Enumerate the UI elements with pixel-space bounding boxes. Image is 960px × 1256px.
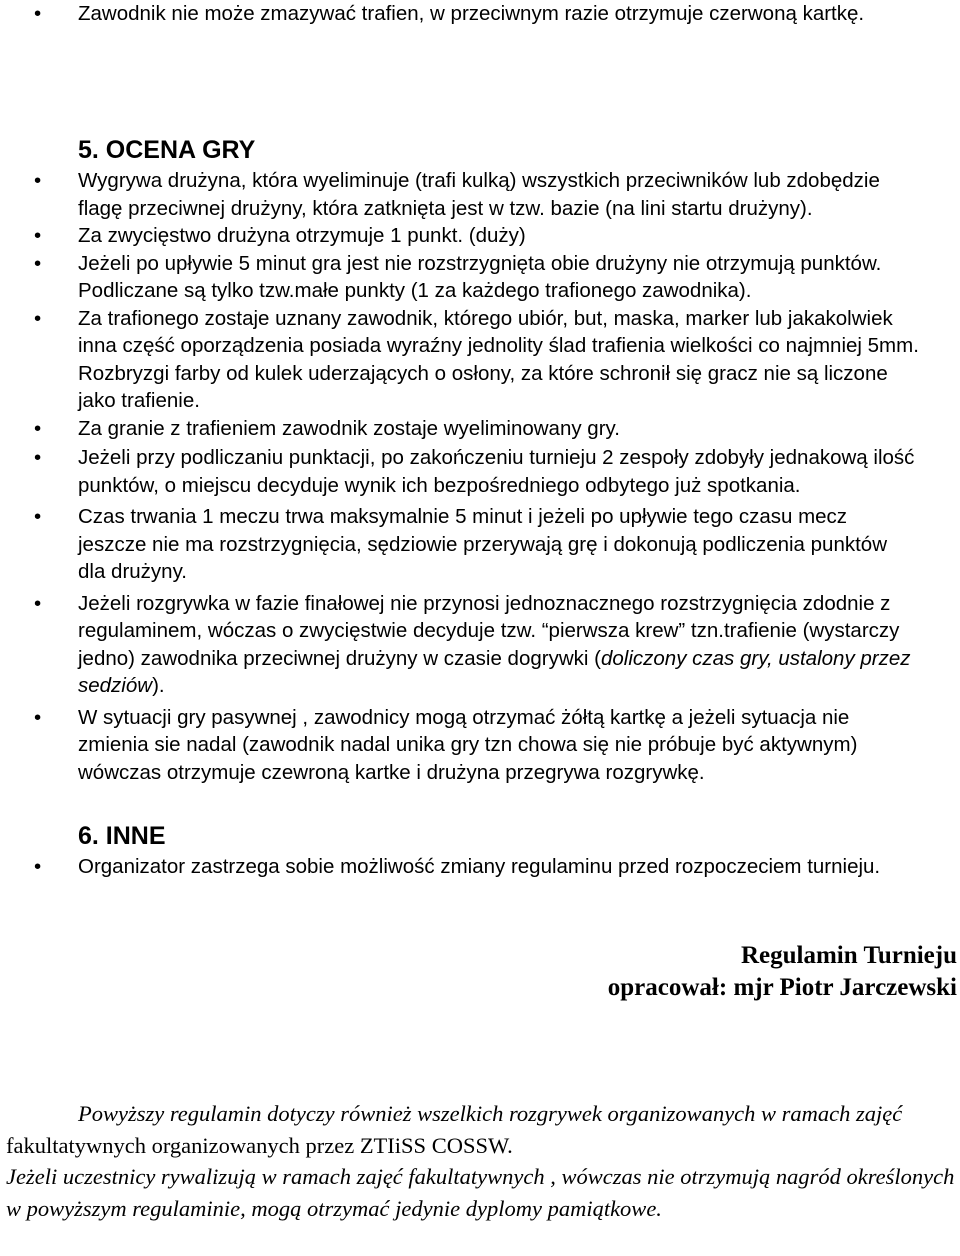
- note-paragraph-1-italic: Powyższy regulamin dotyczy również wszelkich rozgrywek organizowanych w ramach zajęć: [78, 1101, 903, 1126]
- list-item: • Za granie z trafieniem zawodnik zostaje wyeliminowany gry.: [0, 415, 960, 443]
- note-paragraph-1: [6, 1098, 956, 1161]
- section-6-heading: 6. INNE: [78, 822, 166, 850]
- closing-note: [6, 1098, 956, 1224]
- intro-list: [0, 0, 960, 28]
- final-item-end: ).: [152, 674, 165, 697]
- section-5-heading: 5. OCENA GRY: [78, 136, 256, 164]
- list-item: [0, 590, 960, 700]
- signature-author: opracował: mjr Piotr Jarczewski: [607, 974, 957, 1001]
- list-item: • W sytuacji gry pasywnej , zawodnicy mogą otrzymać żółtą kartkę a jeżeli sytuacja nie zmienia sie nadal (zawodnik nadal unika gry tzn chowa się nie próbuje być aktywnym) wówczas otrzymuje czewroną kartke i drużyna przegrywa rozgrywkę.: [0, 704, 960, 787]
- list-item: • Wygrywa drużyna, która wyeliminuje (trafi kulką) wszystkich przeciwników lub zdobędzie flagę przeciwnej drużyny, która zatknięta jest w tzw. bazie (na lini startu drużyny).: [0, 167, 960, 222]
- signature-title: Regulamin Turnieju: [740, 942, 957, 969]
- list-item: • Jeżeli po upływie 5 minut gra jest nie rozstrzygnięta obie drużyny nie otrzymują punktów. Podliczane są tylko tzw.małe punkty (1 za każdego trafionego zawodnika).: [0, 250, 960, 305]
- final-item-text: Jeżeli rozgrywka w fazie finałowej nie przynosi jednoznacznego rozstrzygnięcia zdodnie z regulaminem, wóczas o zwycięstwie decyduje tzw. “pierwsza krew” tzn.trafienie (wystarczy jedno) zawodnika przeciwnej drużyny w czasie dogrywki (: [78, 591, 900, 670]
- section-6-list: [0, 853, 960, 881]
- final-item-italic: doliczony czas gry, ustalony przez sedziów: [78, 646, 911, 697]
- note-paragraph-2: Jeżeli uczestnicy rywalizują w ramach zajęć fakultatywnych , wówczas nie otrzymują nagród określonych w powyższym regulaminie, mogą otrzymać jedynie dyplomy pamiątkowe.: [6, 1164, 955, 1221]
- list-item: • Czas trwania 1 meczu trwa maksymalnie 5 minut i jeżeli po upływie tego czasu mecz jeszcze nie ma rozstrzygnięcia, sędziowie przerywają grę i dokonują podliczenia punktów dla drużyny.: [0, 503, 960, 586]
- list-item: • Za zwycięstwo drużyna otrzymuje 1 punkt. (duży): [0, 222, 960, 250]
- section-5-list: [0, 167, 960, 786]
- list-item: • Zawodnik nie może zmazywać trafien, w przeciwnym razie otrzymuje czerwoną kartkę.: [0, 0, 960, 28]
- signature-block: [608, 940, 957, 1004]
- list-item: • Za trafionego zostaje uznany zawodnik, którego ubiór, but, maska, marker lub jakakolwiek inna część oporządzenia posiada wyraźny jednolity ślad trafienia wielkości co najmniej 5mm. Rozbryzgi farby od kulek uderzających o osłony, za które schronił się gracz nie są liczone jako trafienie.: [0, 305, 960, 415]
- note-paragraph-1-regular: fakultatywnych organizowanych przez ZTIiSS COSSW.: [6, 1132, 513, 1158]
- list-item: • Organizator zastrzega sobie możliwość zmiany regulaminu przed rozpoczeciem turnieju.: [0, 853, 960, 881]
- list-item: • Jeżeli przy podliczaniu punktacji, po zakończeniu turnieju 2 zespoły zdobyły jednakową ilość punktów, o miejscu decyduje wynik ich bezpośredniego odbytego już spotkania.: [0, 444, 960, 499]
